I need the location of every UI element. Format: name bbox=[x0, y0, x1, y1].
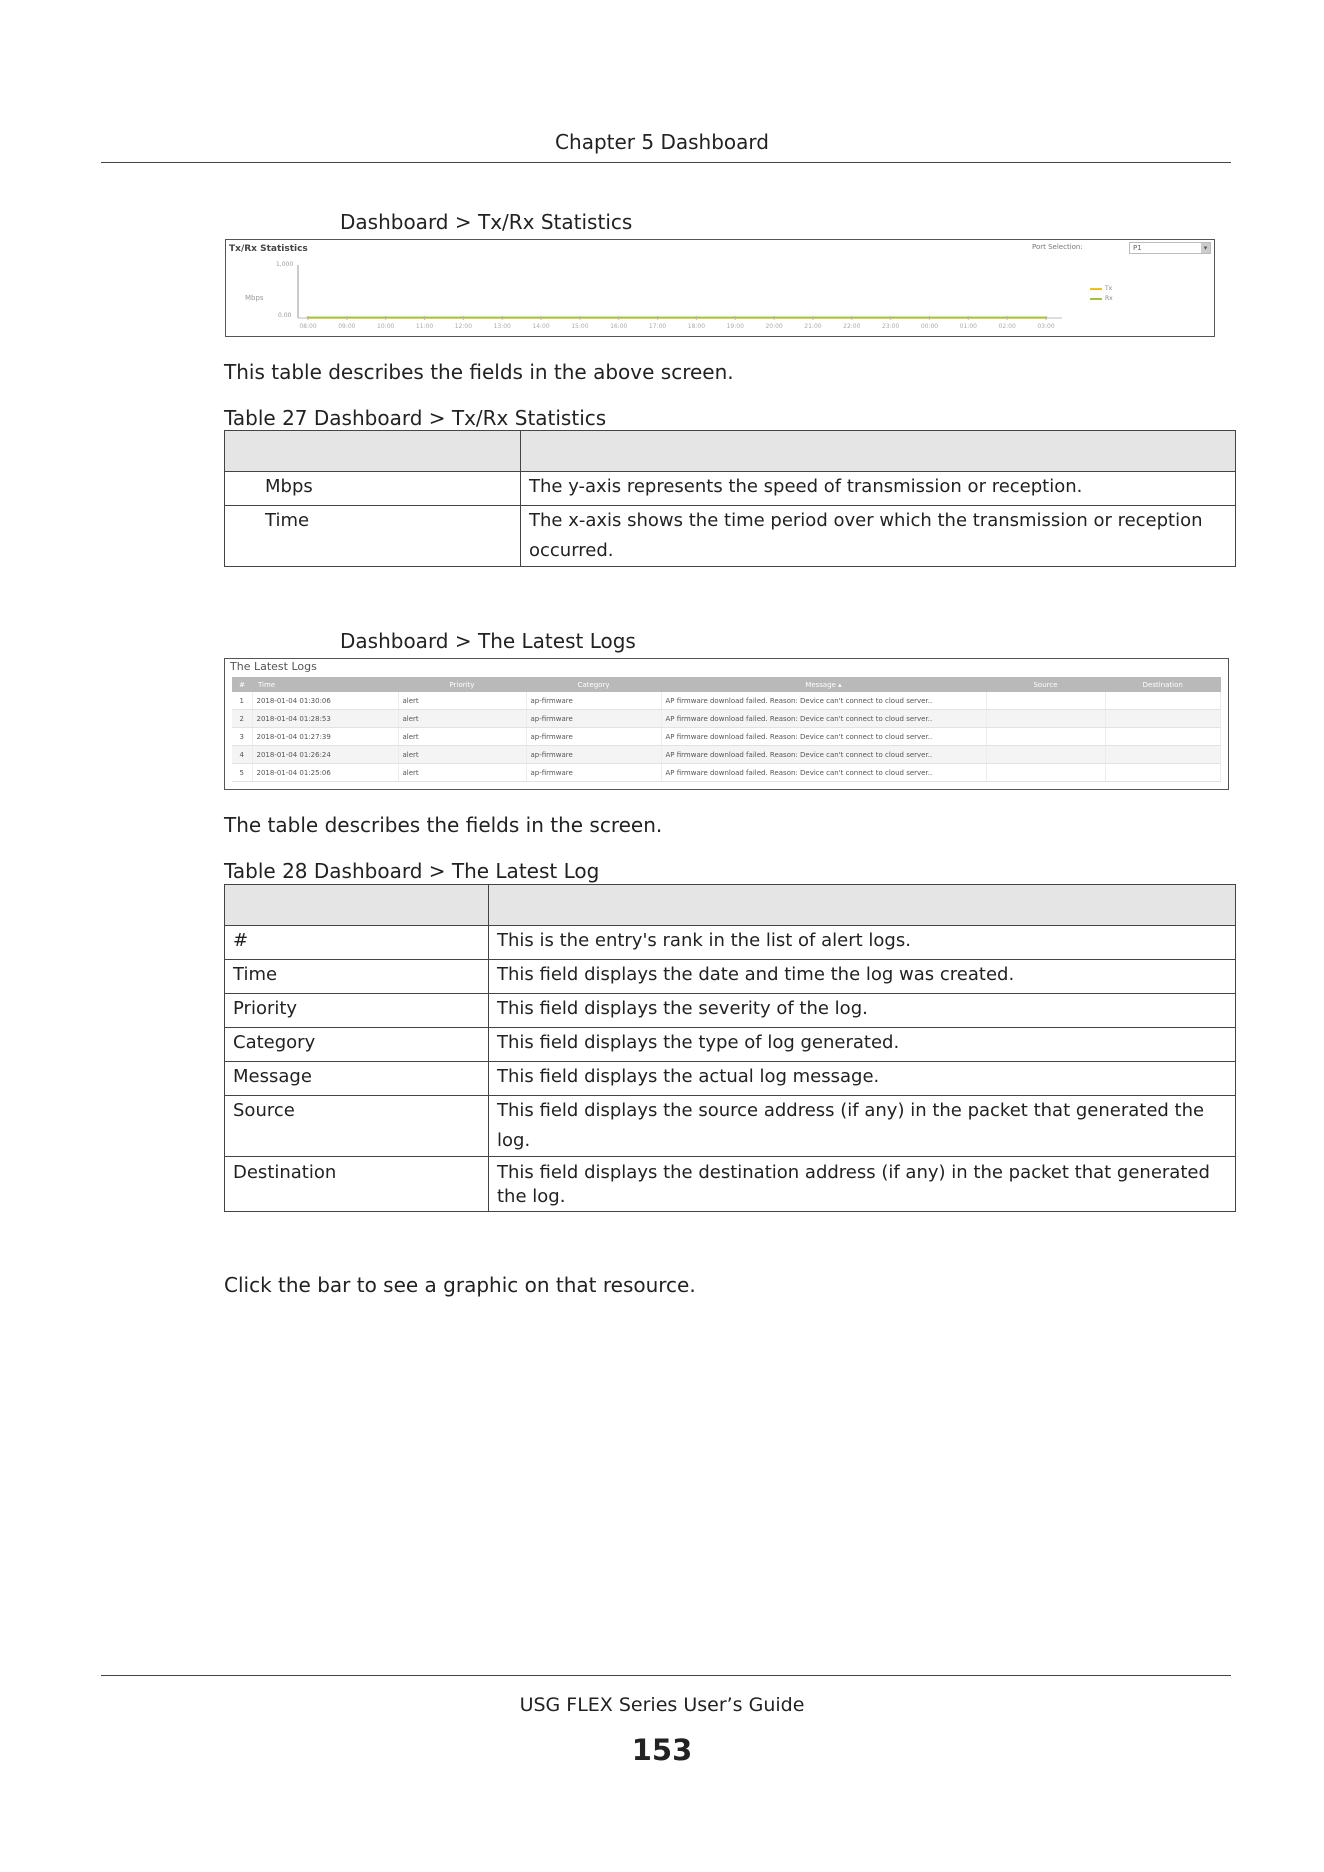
table-header-row bbox=[225, 431, 1236, 472]
x-tick-label: 17:00 bbox=[648, 323, 667, 330]
field-description: This is the entry's rank in the list of alert logs. bbox=[489, 926, 1236, 960]
x-tick-label: 18:00 bbox=[687, 323, 706, 330]
x-tick-label: 10:00 bbox=[377, 323, 395, 330]
field-name: Time bbox=[225, 960, 489, 994]
page-number: 153 bbox=[631, 1733, 693, 1767]
log-cell bbox=[1105, 692, 1221, 710]
log-cell bbox=[986, 692, 1105, 710]
x-tick-label: 03:00 bbox=[1037, 323, 1055, 330]
log-cell: 2018-01-04 01:25:06 bbox=[252, 764, 398, 782]
x-tick-label: 16:00 bbox=[610, 323, 628, 330]
table-row bbox=[225, 926, 1236, 960]
latest-logs-screenshot bbox=[224, 658, 1229, 790]
x-tick-label: 19:00 bbox=[726, 323, 744, 330]
field-description: The x-axis shows the time period over which the transmission or reception occurred. bbox=[521, 506, 1236, 567]
paragraph-3: Click the bar to see a graphic on that resource. bbox=[224, 1273, 696, 1297]
paragraph-2: The table describes the fields in the screen. bbox=[224, 813, 663, 837]
log-cell bbox=[986, 728, 1105, 746]
log-row[interactable] bbox=[232, 728, 1221, 746]
log-cell: alert bbox=[398, 728, 526, 746]
txrx-panel-title: Tx/Rx Statistics bbox=[229, 244, 308, 254]
col-header[interactable]: Category bbox=[526, 677, 661, 692]
logs-table bbox=[232, 677, 1221, 782]
log-cell: 2 bbox=[232, 710, 252, 728]
log-row[interactable] bbox=[232, 746, 1221, 764]
field-name: Destination bbox=[225, 1157, 489, 1212]
log-cell: 2018-01-04 01:28:53 bbox=[252, 710, 398, 728]
port-select-value: P1 bbox=[1133, 244, 1142, 252]
field-description: This field displays the type of log generated. bbox=[489, 1028, 1236, 1062]
log-cell: ap-firmware bbox=[526, 710, 661, 728]
legend-label-tx: Tx bbox=[1105, 285, 1113, 292]
field-description: The y-axis represents the speed of transmission or reception. bbox=[521, 472, 1236, 506]
log-cell bbox=[986, 710, 1105, 728]
x-tick-label: 02:00 bbox=[998, 323, 1016, 330]
x-tick-label: 11:00 bbox=[415, 323, 434, 330]
x-tick-label: 20:00 bbox=[765, 323, 783, 330]
table27-caption: Table 27 Dashboard > Tx/Rx Statistics bbox=[224, 406, 607, 430]
log-cell: ap-firmware bbox=[526, 728, 661, 746]
field-description: This field displays the severity of the log. bbox=[489, 994, 1236, 1028]
log-cell: AP firmware download failed. Reason: Device can't connect to cloud server.. bbox=[661, 692, 986, 710]
log-cell bbox=[1105, 728, 1221, 746]
table-row bbox=[225, 1062, 1236, 1096]
col-header[interactable]: # bbox=[232, 677, 252, 692]
chapter-header: Chapter 5 Dashboard bbox=[555, 130, 769, 154]
x-tick-label: 12:00 bbox=[454, 323, 473, 330]
footer-rule bbox=[101, 1675, 1231, 1676]
x-tick-label: 21:00 bbox=[804, 323, 822, 330]
x-tick-label: 09:00 bbox=[338, 323, 356, 330]
log-cell: AP firmware download failed. Reason: Device can't connect to cloud server.. bbox=[661, 710, 986, 728]
log-cell bbox=[1105, 746, 1221, 764]
log-cell: AP firmware download failed. Reason: Device can't connect to cloud server.. bbox=[661, 746, 986, 764]
log-cell: alert bbox=[398, 746, 526, 764]
log-cell: AP firmware download failed. Reason: Device can't connect to cloud server.. bbox=[661, 764, 986, 782]
y-tick-label: 1,000 bbox=[276, 261, 294, 268]
x-tick-label: 01:00 bbox=[959, 323, 977, 330]
log-cell bbox=[1105, 710, 1221, 728]
log-cell: ap-firmware bbox=[526, 692, 661, 710]
log-cell: 2018-01-04 01:27:39 bbox=[252, 728, 398, 746]
col-header[interactable]: Source bbox=[986, 677, 1105, 692]
x-tick-label: 23:00 bbox=[881, 323, 900, 330]
log-cell: ap-firmware bbox=[526, 764, 661, 782]
table-row bbox=[225, 506, 1236, 567]
x-tick-label: 14:00 bbox=[532, 323, 550, 330]
field-name: Category bbox=[225, 1028, 489, 1062]
field-name: Source bbox=[225, 1096, 489, 1157]
field-name: Priority bbox=[225, 994, 489, 1028]
log-cell: ap-firmware bbox=[526, 746, 661, 764]
field-name: Message bbox=[225, 1062, 489, 1096]
logs-panel-title: The Latest Logs bbox=[230, 660, 317, 673]
log-row[interactable] bbox=[232, 764, 1221, 782]
table-row bbox=[225, 994, 1236, 1028]
col-header[interactable]: Destination bbox=[1105, 677, 1221, 692]
paragraph-1: This table describes the fields in the above screen. bbox=[224, 360, 734, 384]
x-tick-label: 08:00 bbox=[299, 323, 317, 330]
logs-header-row bbox=[232, 677, 1221, 692]
col-header[interactable]: Message ▴ bbox=[661, 677, 986, 692]
table-row bbox=[225, 960, 1236, 994]
field-name: # bbox=[225, 926, 489, 960]
x-tick-label: 15:00 bbox=[571, 323, 589, 330]
table-27 bbox=[224, 430, 1236, 567]
x-tick-label: 00:00 bbox=[920, 323, 939, 330]
field-name: Time bbox=[225, 506, 521, 567]
footer-guide-title: USG FLEX Series User’s Guide bbox=[519, 1694, 805, 1716]
log-cell bbox=[986, 764, 1105, 782]
table-row bbox=[225, 1028, 1236, 1062]
col-header[interactable]: Time bbox=[252, 677, 398, 692]
log-cell: 3 bbox=[232, 728, 252, 746]
log-cell: alert bbox=[398, 692, 526, 710]
log-cell bbox=[1105, 764, 1221, 782]
txrx-statistics-screenshot bbox=[225, 239, 1215, 337]
log-row[interactable] bbox=[232, 692, 1221, 710]
header-rule bbox=[101, 162, 1231, 163]
figure-caption-logs: Dashboard > The Latest Logs bbox=[340, 629, 636, 653]
log-cell: alert bbox=[398, 710, 526, 728]
log-cell: 5 bbox=[232, 764, 252, 782]
y-axis-label: Mbps bbox=[245, 294, 264, 302]
table-row bbox=[225, 1096, 1236, 1157]
col-header[interactable]: Priority bbox=[398, 677, 526, 692]
figure-caption-txrx: Dashboard > Tx/Rx Statistics bbox=[340, 210, 633, 234]
field-description: This field displays the actual log message. bbox=[489, 1062, 1236, 1096]
field-description: This field displays the date and time the log was created. bbox=[489, 960, 1236, 994]
field-name: Mbps bbox=[225, 472, 521, 506]
table28-caption: Table 28 Dashboard > The Latest Log bbox=[224, 859, 600, 883]
log-cell: 1 bbox=[232, 692, 252, 710]
field-description: This field displays the source address (if any) in the packet that generated the log. bbox=[489, 1096, 1236, 1157]
legend-label-rx: Rx bbox=[1105, 295, 1113, 302]
log-cell: AP firmware download failed. Reason: Device can't connect to cloud server.. bbox=[661, 728, 986, 746]
txrx-chart bbox=[226, 240, 1214, 336]
y-tick-label: 0.00 bbox=[278, 312, 292, 319]
x-tick-label: 13:00 bbox=[493, 323, 511, 330]
field-description: This field displays the destination address (if any) in the packet that generated the log. bbox=[489, 1157, 1236, 1212]
log-row[interactable] bbox=[232, 710, 1221, 728]
port-selection-label: Port Selection: bbox=[1032, 243, 1083, 251]
table-28 bbox=[224, 884, 1236, 1212]
log-cell: 2018-01-04 01:30:06 bbox=[252, 692, 398, 710]
log-cell bbox=[986, 746, 1105, 764]
log-cell: alert bbox=[398, 764, 526, 782]
chevron-down-icon: ▾ bbox=[1201, 243, 1210, 253]
table-header-row bbox=[225, 885, 1236, 926]
x-tick-label: 22:00 bbox=[843, 323, 861, 330]
table-row bbox=[225, 472, 1236, 506]
log-cell: 4 bbox=[232, 746, 252, 764]
log-cell: 2018-01-04 01:26:24 bbox=[252, 746, 398, 764]
table-row bbox=[225, 1157, 1236, 1212]
